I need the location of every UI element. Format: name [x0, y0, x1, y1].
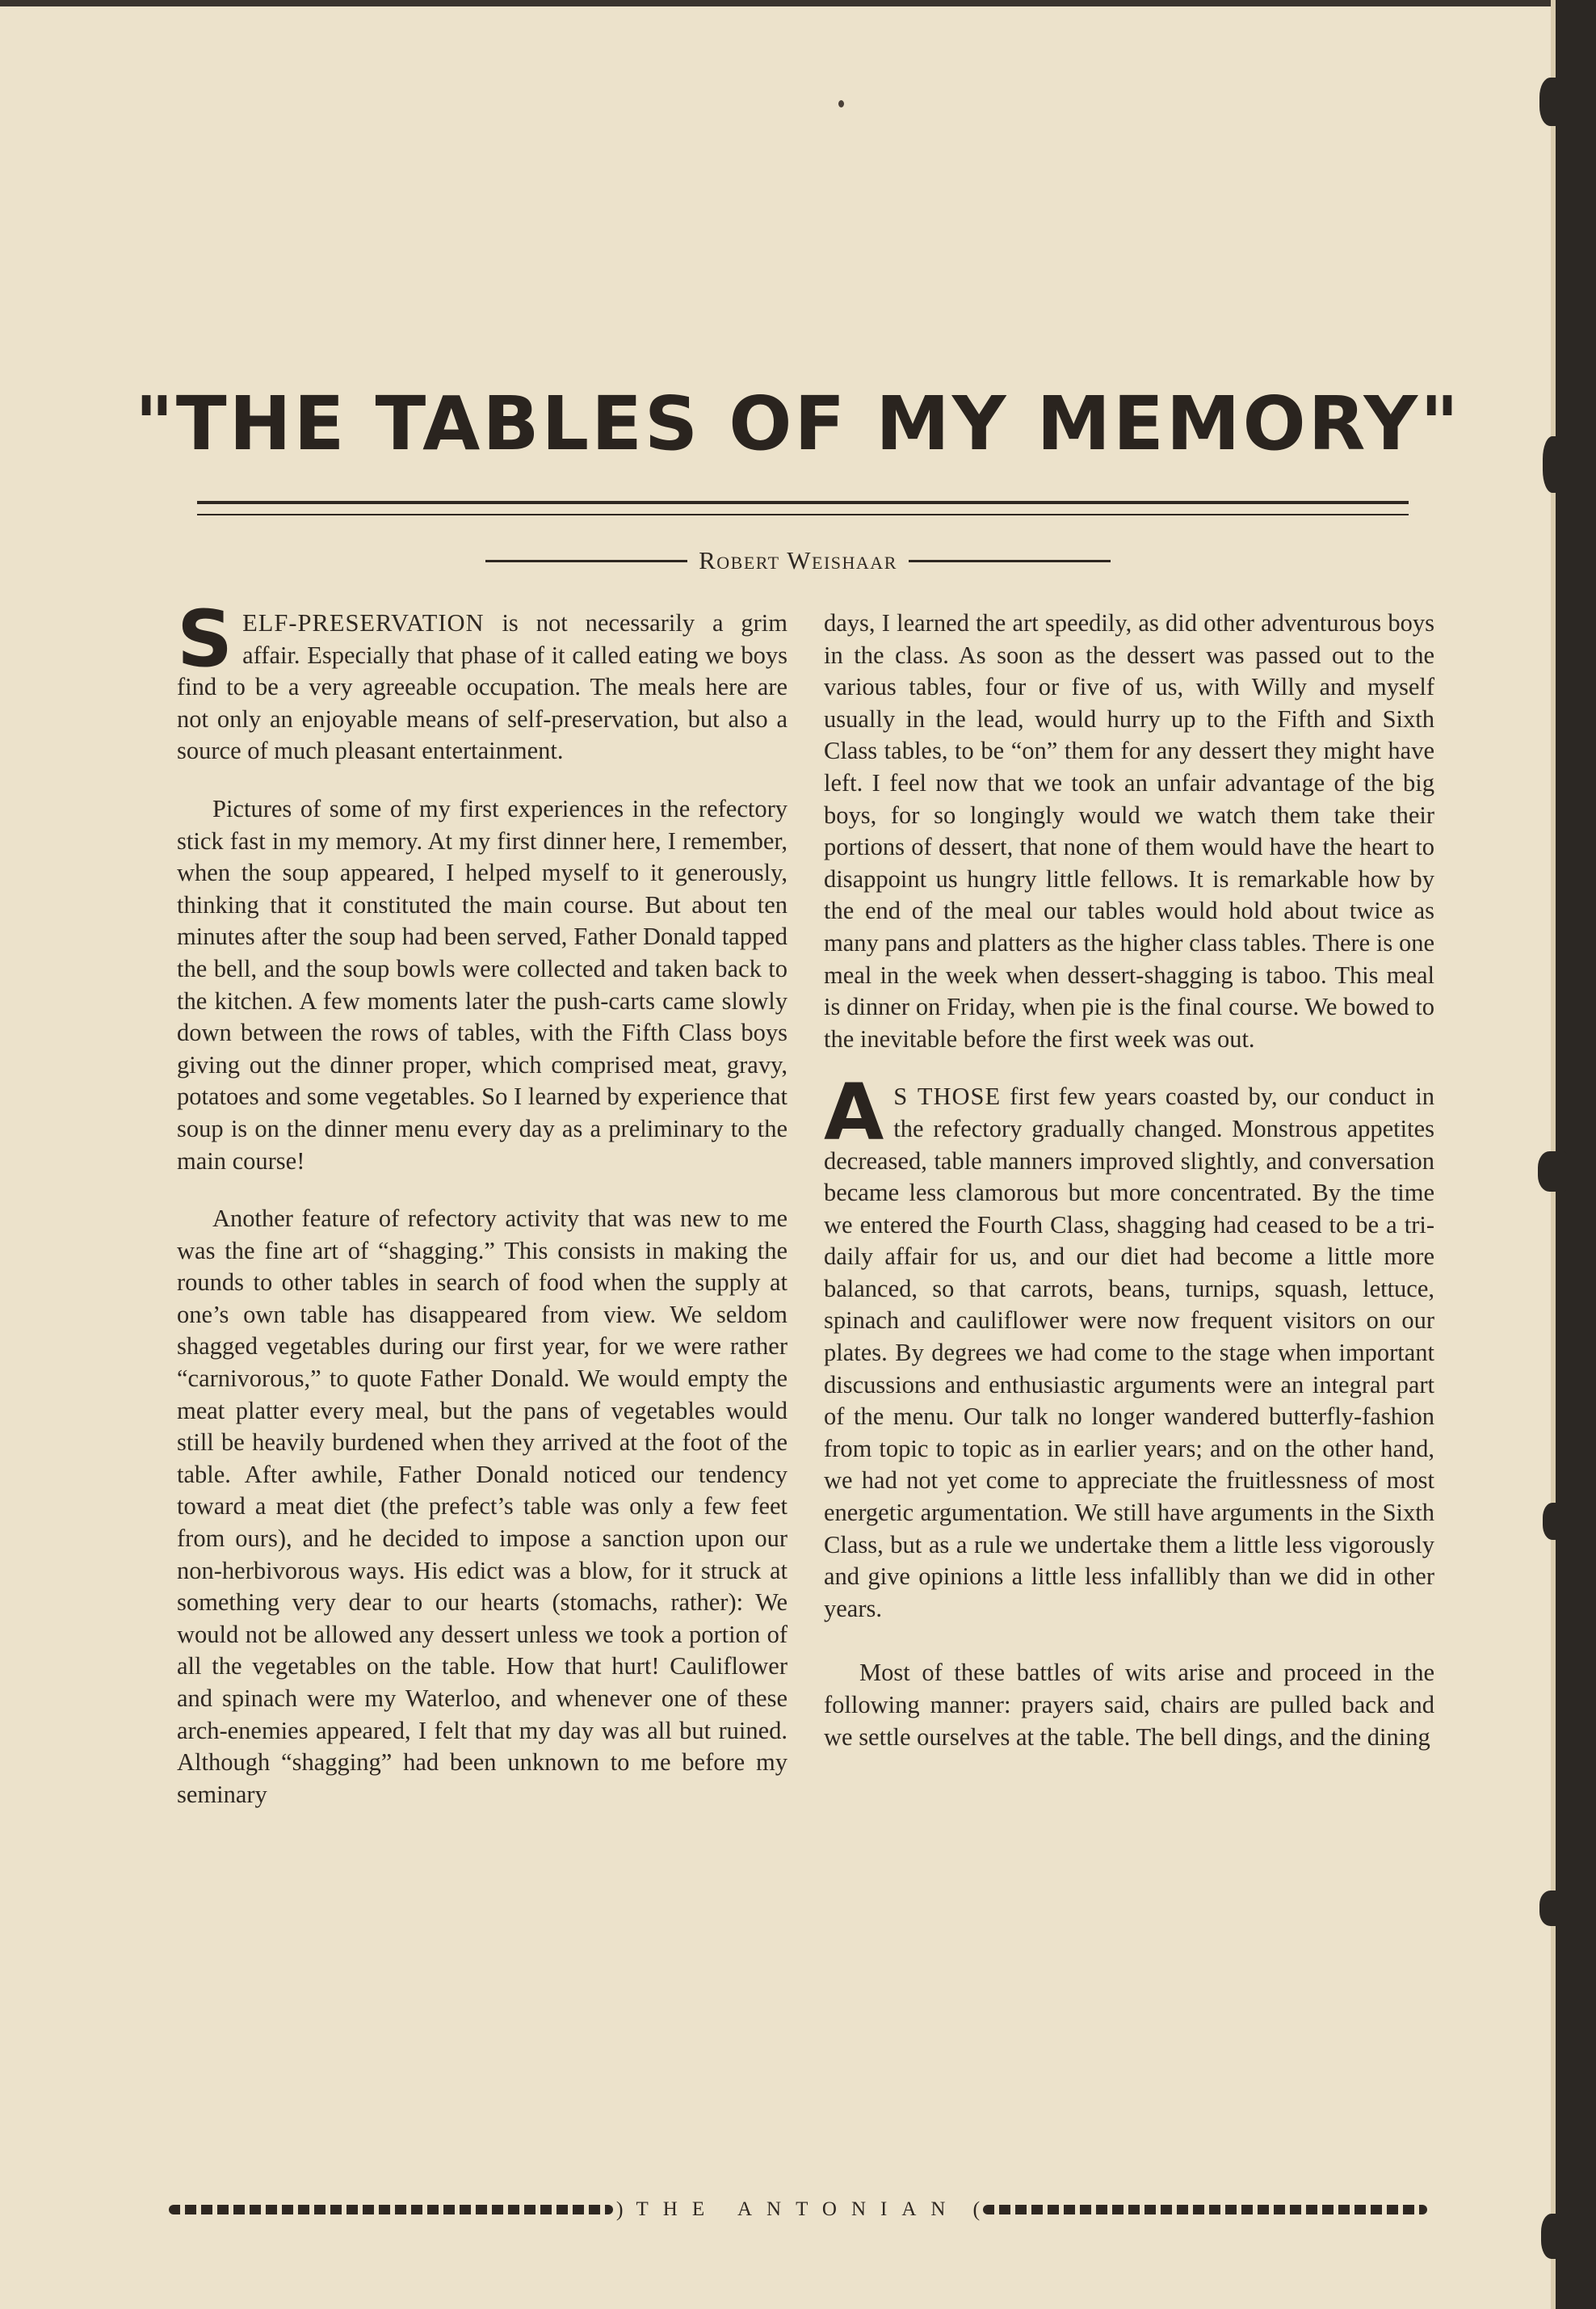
text-column-left: [177, 594, 788, 1836]
ink-speck: [838, 100, 844, 107]
binding-tear: [1539, 78, 1567, 126]
title-rule-thin: [197, 514, 1409, 515]
magazine-name: THE ANTONIAN: [636, 2198, 960, 2220]
byline-rule-right: [909, 560, 1111, 562]
top-edge-rule: [0, 0, 1596, 6]
footer-ornament-left: [169, 2205, 613, 2214]
paragraph-text: is not necessarily a grim affair. Especially that phase of it called eating we boys find to be a very agreeable occupation. The meals here are not only an enjoyable means of self-preservation, but also a source of much pleasant entertainment.: [177, 609, 788, 765]
title-rule-thick: [197, 501, 1409, 504]
drop-cap: A: [824, 1067, 884, 1159]
byline: [0, 546, 1596, 575]
binding-tear: [1543, 1503, 1567, 1540]
drop-cap: S: [177, 594, 233, 684]
paragraph: [824, 1067, 1434, 1625]
page-footer: [0, 2198, 1596, 2230]
lead-in-caps: S THOSE: [893, 1083, 1002, 1111]
paragraph: Pictures of some of my first experiences in the refectory stick fast in my memory. At my first dinner here, I remember, when the soup appeared, I helped myself to it generously, thinking that it constituted the main course. But about ten minutes after the soup had been served, Father Donald tapped the bell, and the soup bowls were collected and taken back to the kitchen. A few moments later the push-carts came slowly down between the rows of tables, with the Fifth Class boys giving out the dinner proper, which comprised meat, gravy, potatoes and some vegetables. So I learned by experience that soup is on the dinner menu every day as a preliminary to the main course!: [177, 794, 788, 1175]
paragraph: days, I learned the art speedily, as did other adventurous boys in the class. As soon as the dessert was passed out to the various tables, four or five of us, with Willy and myself usually in the lead, would hurry up to the Fifth and Sixth Class tables, to be “on” them for any dessert they might have left. I feel now that we took an unfair advantage of the big boys, for so longingly would we watch them take their portions of dessert, that none of them would have the heart to disappoint us hungry little fellows. It is remarkable how by the end of the meal our tables would hold about twice as many pans and platters as the higher class tables. There is one meal in the week when dessert-shagging is taboo. This meal is dinner on Friday, when pie is the final course. We bowed to the inevitable before the first week was out.: [824, 609, 1434, 1053]
footer-bracket-left: ): [615, 2198, 624, 2221]
paragraph-text: first few years coasted by, our conduct in the refectory gradually changed. Monstrous appetites decreased, table manners improved slightly, and conversation became less clamorous but more concentrated. By the time we entered the Fourth Class, shagging had ceased to be a tri-daily affair for us, and our diet had become a little more balanced, so that carrots, beans, turnips, squash, lettuce, spinach and cauliflower were now frequent visitors on our plates. By degrees we had come to the stage when important discussions and enthusiastic arguments were an integral part of the menu. Our talk no longer wandered butterfly-fashion from topic to topic as in earlier years; and on the other hand, we had not yet come to appreciate the fruitlessness of most energetic argumentation. We still have arguments in the Sixth Class, but as a rule we undertake them a little less vigorously and give opinions a little less infallibly than we did in other years.: [824, 1083, 1434, 1622]
lead-in-caps: ELF-PRESERVATION: [242, 609, 485, 637]
footer-ornament-right: [983, 2205, 1427, 2214]
author-name: Robert Weishaar: [699, 546, 897, 574]
paragraph: Another feature of refectory activity that was new to me was the fine art of “shagging.” This consists in making the rounds to other tables in search of food when the supply at one’s own table has disappeared from view. We seldom shagged vegetables during our first year, for we were rather “carnivorous,” to quote Father Donald. We would empty the meat platter every meal, but the pans of vegetables would still be heavily burdened when they arrived at the foot of the table. After awhile, Father Donald noticed our tendency toward a meat diet (the prefect’s table was only a few feet from ours), and he decided to impose a sanction upon our non-herbivorous ways. His edict was a blow, for it struck at something very dear to our hearts (stomachs, rather): We would not be allowed any dessert unless we took a portion of all the vegetables on the table. How that hurt! Cauliflower and spinach were my Waterloo, and whenever one of these arch-enemies appeared, I felt that my day was all but ruined. Although “shagging” had been unknown to me before my seminary: [177, 1205, 788, 1808]
article-title: "THE TABLES OF MY MEMORY": [134, 381, 1462, 467]
binding-tear: [1539, 1891, 1567, 1926]
binding-tear: [1538, 1151, 1567, 1192]
byline-rule-left: [485, 560, 687, 562]
paragraph: [177, 594, 788, 768]
paragraph: Most of these battles of wits arise and proceed in the following manner: prayers said, chairs are pulled back and we settle ourselves at the table. The bell dings, and the dining: [824, 1659, 1434, 1751]
footer-bracket-right: (: [972, 2198, 981, 2221]
text-column-right: [824, 608, 1434, 1779]
